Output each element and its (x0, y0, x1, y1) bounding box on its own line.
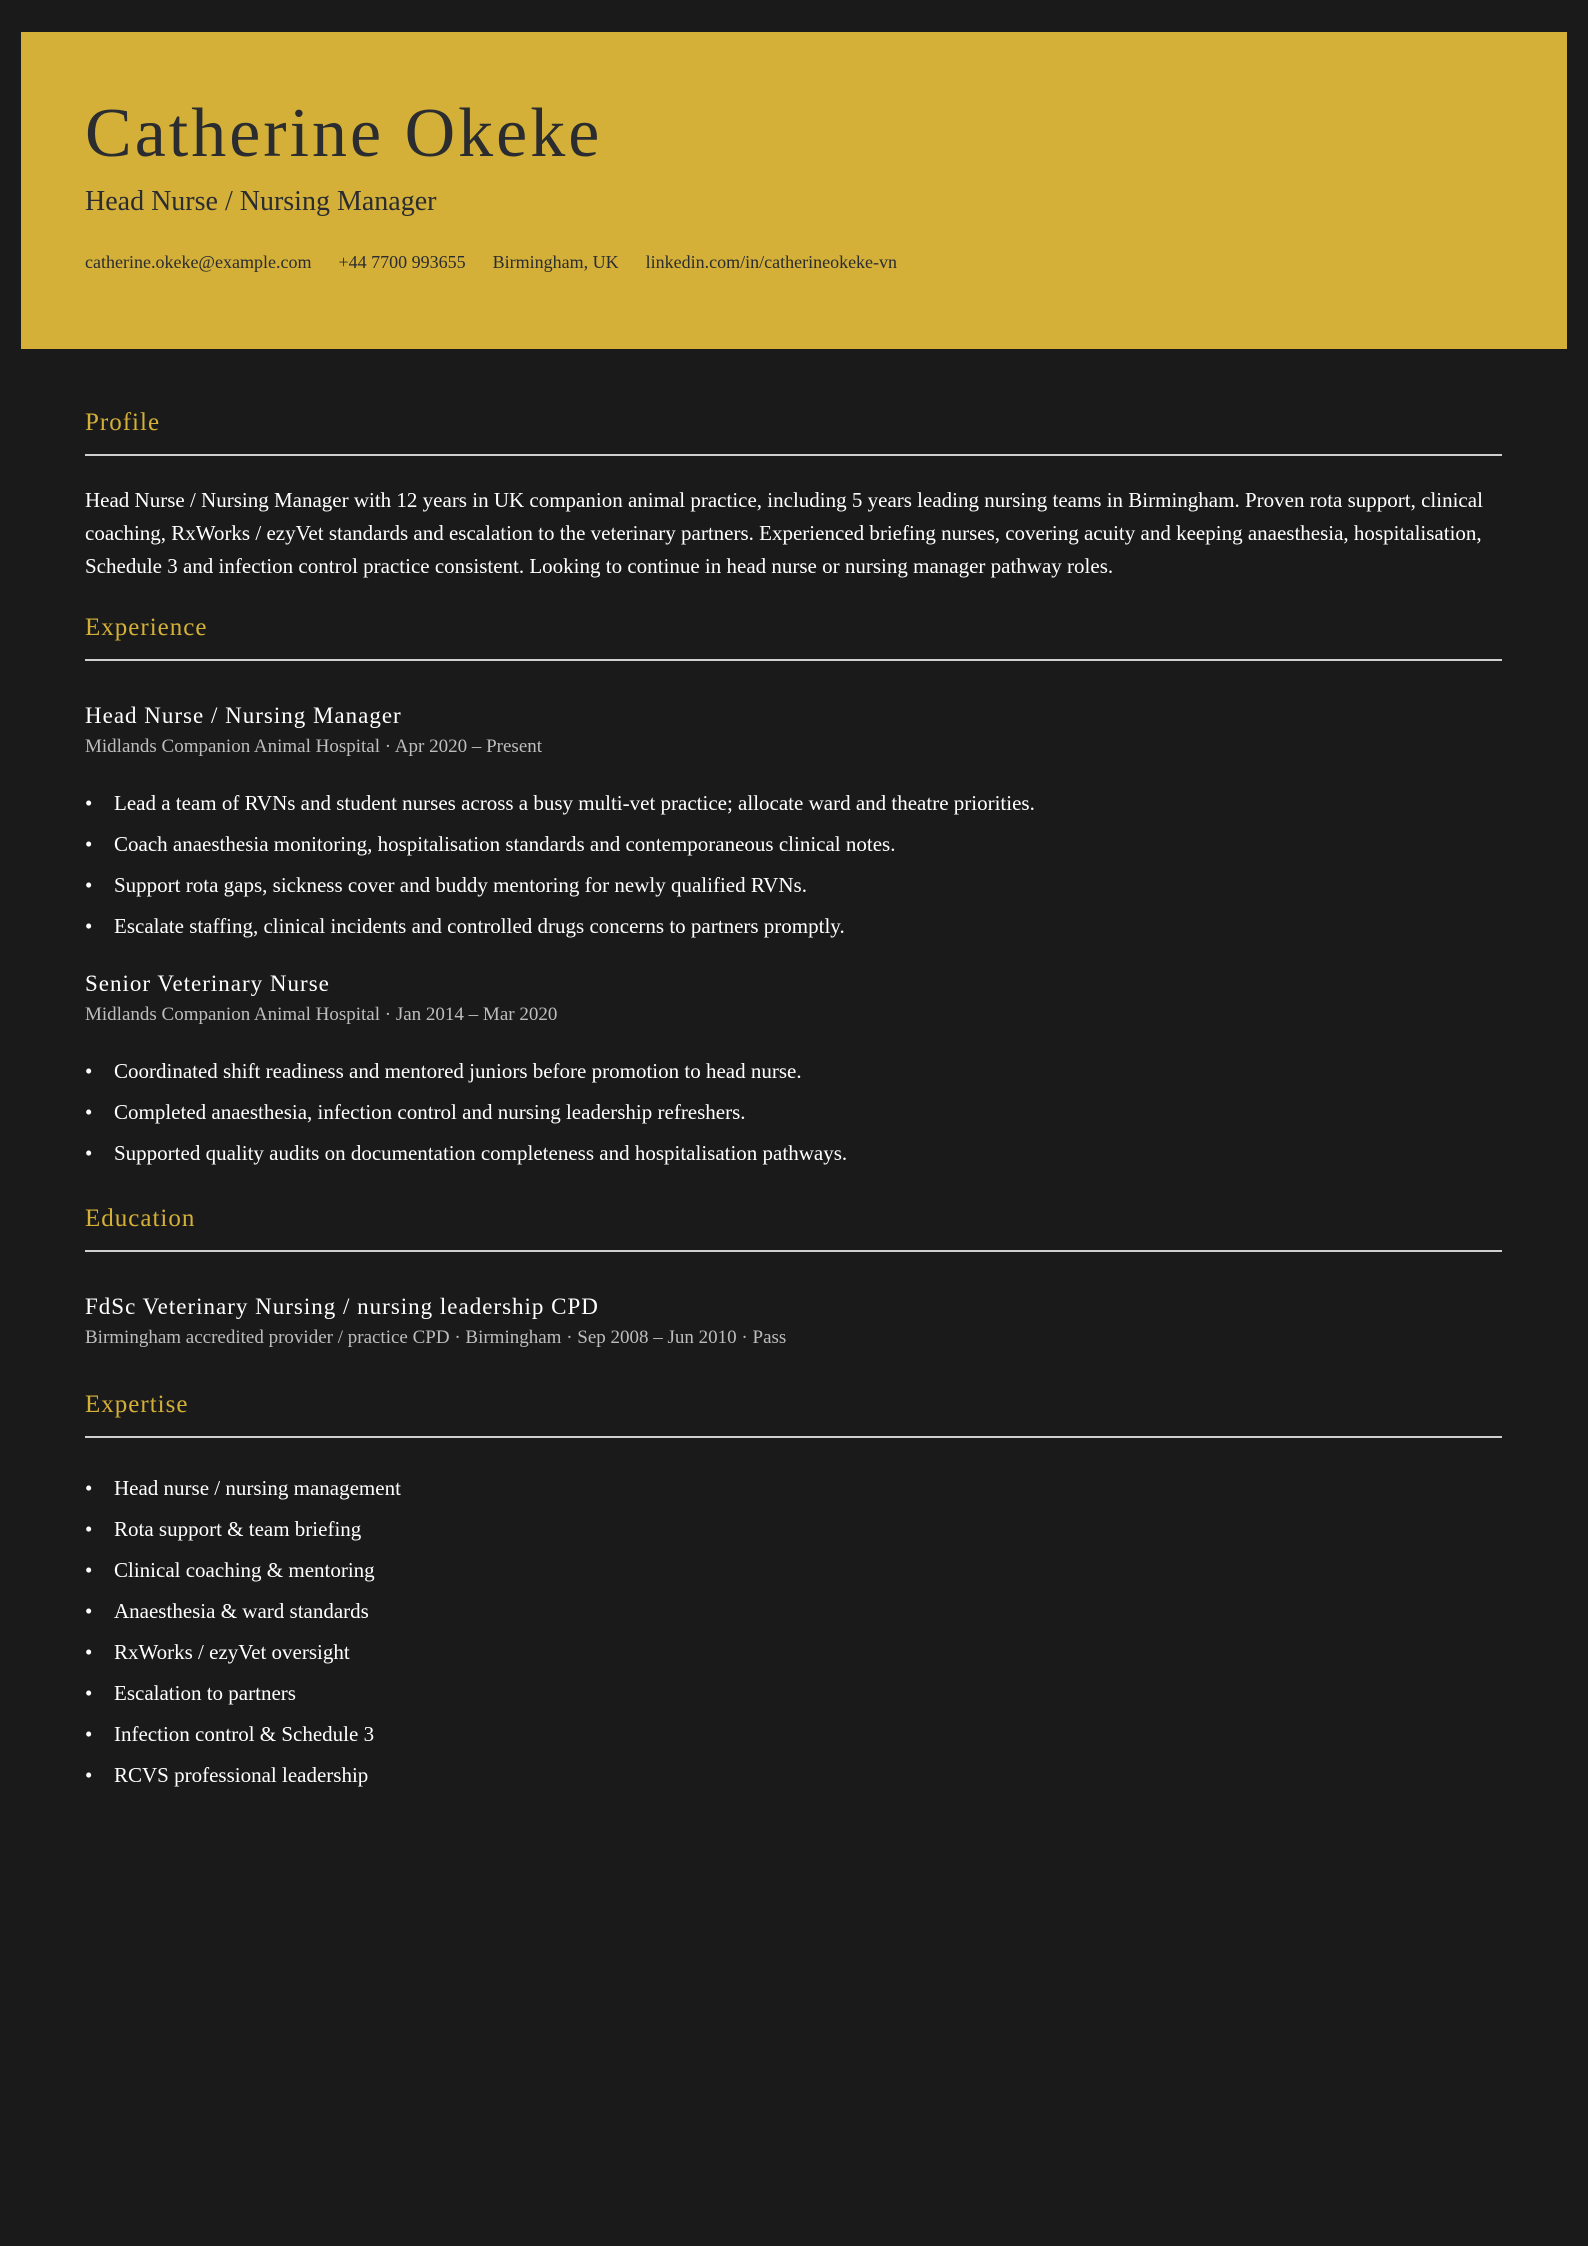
section-title-profile: Profile (85, 409, 161, 436)
expertise-item: • Escalation to partners (85, 1673, 1502, 1714)
job-bullets (85, 1051, 1502, 1174)
expertise-item: • Clinical coaching & mentoring (85, 1550, 1502, 1591)
expertise-list (85, 1468, 1502, 1796)
section-divider (85, 454, 1502, 456)
section-divider (85, 1250, 1502, 1252)
job-meta: Midlands Companion Animal Hospital · Jan 2014 – Mar 2020 (85, 1004, 558, 1025)
experience-section (85, 605, 1502, 1174)
contact-phone[interactable]: +44 7700 993655 (338, 252, 466, 272)
expertise-item: • Rota support & team briefing (85, 1509, 1502, 1550)
bullet-item: • Lead a team of RVNs and student nurses across a busy multi-vet practice; allocate ward and theatre priorities. (85, 783, 1502, 824)
education-title: FdSc Veterinary Nursing / nursing leadership CPD (85, 1294, 599, 1319)
job-entry (85, 701, 1502, 947)
section-title-experience: Experience (85, 614, 208, 641)
bullet-item: • Supported quality audits on documentation completeness and hospitalisation pathways. (85, 1133, 1502, 1174)
candidate-headline: Head Nurse / Nursing Manager (85, 186, 437, 217)
education-meta: Birmingham accredited provider / practice CPD · Birmingham · Sep 2008 – Jun 2010 · Pass (85, 1327, 787, 1348)
section-divider (85, 1436, 1502, 1438)
job-entry (85, 969, 1502, 1174)
resume-header (21, 32, 1567, 349)
expertise-item: • Anaesthesia & ward standards (85, 1591, 1502, 1632)
section-divider (85, 659, 1502, 661)
education-entry (85, 1292, 1502, 1352)
candidate-name: Catherine Okeke (85, 95, 603, 172)
education-section (85, 1196, 1502, 1352)
section-title-expertise: Expertise (85, 1391, 189, 1418)
job-bullets (85, 783, 1502, 947)
contact-email[interactable]: catherine.okeke@example.com (85, 252, 312, 272)
profile-summary: Head Nurse / Nursing Manager with 12 years in UK companion animal practice, including 5 years leading nursing teams in Birmingham. Proven rota support, clinical coaching, RxWorks / ezyVet standards and escalation to the veterinary partners. Experienced briefing nurses, covering acuity and keeping anaesthesia, hospitalisation, Schedule 3 and infection control practice consistent. Looking to continue in head nurse or nursing manager pathway roles. (85, 488, 1483, 578)
bullet-item: • Coordinated shift readiness and mentored juniors before promotion to head nurse. (85, 1051, 1502, 1092)
bullet-item: • Coach anaesthesia monitoring, hospitalisation standards and contemporaneous clinical notes. (85, 824, 1502, 865)
contact-location: Birmingham, UK (492, 252, 619, 272)
job-title: Senior Veterinary Nurse (85, 971, 330, 996)
expertise-item: • Head nurse / nursing management (85, 1468, 1502, 1509)
expertise-item: • RCVS professional leadership (85, 1755, 1502, 1796)
bullet-item: • Support rota gaps, sickness cover and buddy mentoring for newly qualified RVNs. (85, 865, 1502, 906)
expertise-section (85, 1382, 1502, 1796)
bullet-item: • Completed anaesthesia, infection control and nursing leadership refreshers. (85, 1092, 1502, 1133)
bullet-item: • Escalate staffing, clinical incidents and controlled drugs concerns to partners promptly. (85, 906, 1502, 947)
job-title: Head Nurse / Nursing Manager (85, 703, 402, 728)
expertise-item: • RxWorks / ezyVet oversight (85, 1632, 1502, 1673)
contact-linkedin[interactable]: linkedin.com/in/catherineokeke-vn (645, 252, 898, 272)
section-title-education: Education (85, 1205, 196, 1232)
contact-list (85, 252, 897, 273)
profile-section (85, 400, 1502, 583)
job-meta: Midlands Companion Animal Hospital · Apr 2020 – Present (85, 736, 543, 757)
resume-body (85, 400, 1502, 1796)
expertise-item: • Infection control & Schedule 3 (85, 1714, 1502, 1755)
